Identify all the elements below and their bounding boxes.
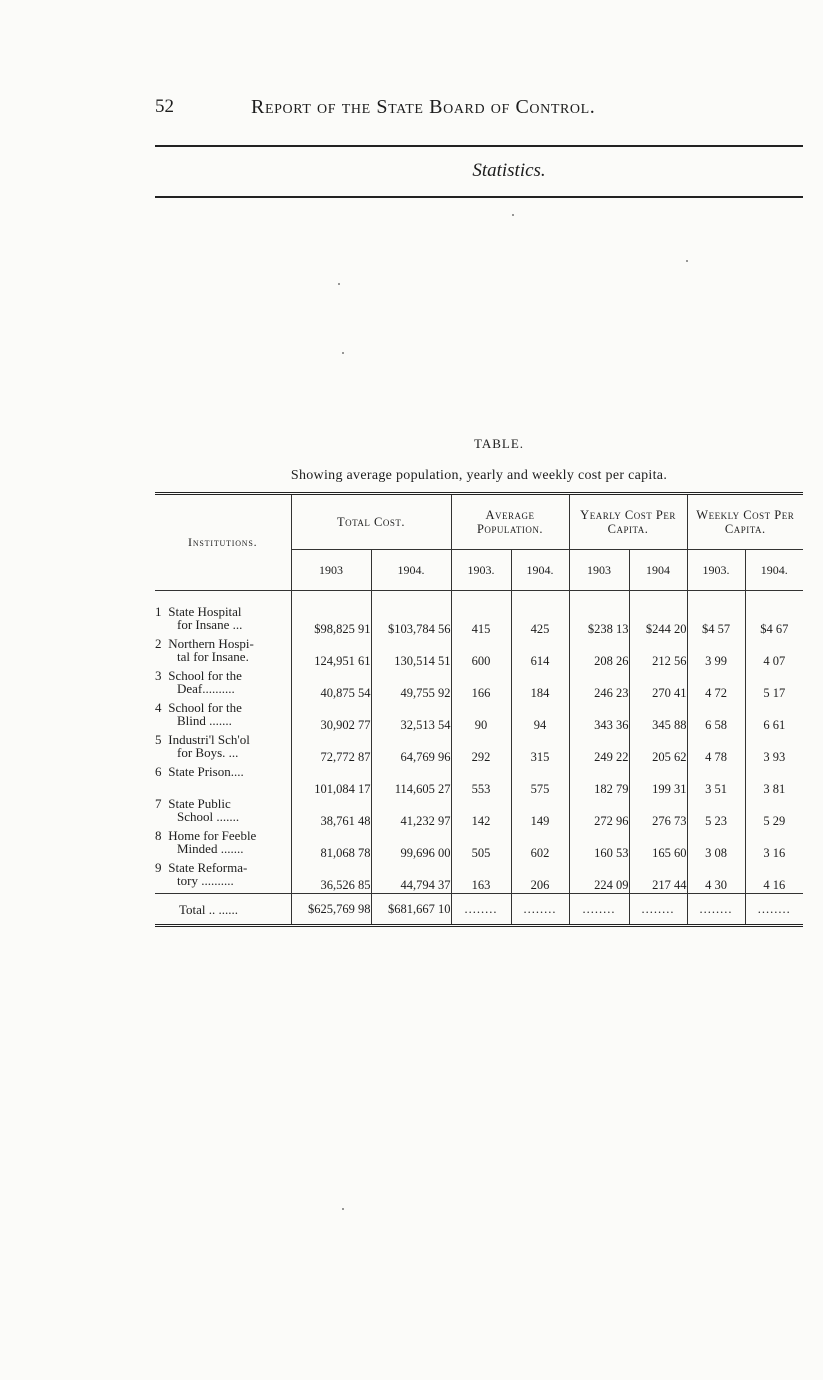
running-head — [155, 96, 803, 124]
table-row — [155, 733, 803, 765]
population-1903: 415 — [451, 605, 511, 637]
population-1904: 315 — [511, 733, 569, 765]
institution-name-line2: tory .......... — [177, 873, 234, 888]
weekly-cost-1903: 3 08 — [687, 829, 745, 861]
scan-speck — [338, 283, 340, 285]
scan-speck — [342, 352, 344, 354]
weekly-cost-1903: 5 23 — [687, 797, 745, 829]
header-institutions: Institutions. — [155, 494, 291, 591]
population-1903: 163 — [451, 861, 511, 894]
institution-name-line2: Deaf.......... — [177, 681, 235, 696]
table-heading: TABLE. — [473, 436, 525, 451]
institution-number: 5 — [155, 732, 162, 747]
yearly-cost-1903: 246 23 — [569, 669, 629, 701]
institution-name-line1: School for the — [168, 668, 242, 683]
yearly-cost-1904: 276 73 — [629, 797, 687, 829]
institution-name-line1: State Reforma- — [168, 860, 248, 875]
population-1904: 206 — [511, 861, 569, 894]
total-cost-1904: $681,667 10 — [371, 894, 451, 926]
year-header: 1904 — [629, 550, 687, 591]
institution-name — [155, 605, 291, 637]
weekly-cost-1903: 4 30 — [687, 861, 745, 894]
header-average-population: Average Population. — [451, 494, 569, 550]
institution-name — [155, 669, 291, 701]
table-row — [155, 605, 803, 637]
spacer-row — [155, 591, 803, 606]
yearly-cost-1903: 160 53 — [569, 829, 629, 861]
cost-1904: 114,605 27 — [371, 765, 451, 797]
total-filler: ........ — [687, 894, 745, 926]
running-title: Report of the State Board of Control. — [251, 96, 596, 118]
population-1903: 142 — [451, 797, 511, 829]
yearly-cost-1904: 205 62 — [629, 733, 687, 765]
institution-name-line2: School ....... — [177, 809, 240, 824]
weekly-cost-1904: 3 93 — [745, 733, 803, 765]
institution-name-line2: for Boys. ... — [177, 745, 239, 760]
total-filler: ........ — [629, 894, 687, 926]
total-filler: ........ — [745, 894, 803, 926]
institution-name-line2: Minded ....... — [177, 841, 244, 856]
cost-1903: 30,902 77 — [291, 701, 371, 733]
institution-name — [155, 701, 291, 733]
population-1904: 425 — [511, 605, 569, 637]
yearly-cost-1903: 249 22 — [569, 733, 629, 765]
institution-name-line1: Northern Hospi- — [168, 636, 254, 651]
weekly-cost-1903: 3 99 — [687, 637, 745, 669]
institution-name-line2: tal for Insane. — [177, 649, 249, 664]
table-row — [155, 637, 803, 669]
yearly-cost-1904: 212 56 — [629, 637, 687, 669]
weekly-cost-1904: 5 17 — [745, 669, 803, 701]
section-title: Statistics. — [472, 160, 546, 181]
institution-name-line2: Blind ....... — [177, 713, 232, 728]
cost-1904: 130,514 51 — [371, 637, 451, 669]
weekly-cost-1904: 6 61 — [745, 701, 803, 733]
table-row — [155, 829, 803, 861]
institution-name-line2: for Insane ... — [177, 617, 243, 632]
year-header: 1904. — [745, 550, 803, 591]
cost-1904: 49,755 92 — [371, 669, 451, 701]
population-1904: 94 — [511, 701, 569, 733]
population-1904: 602 — [511, 829, 569, 861]
scan-speck — [512, 214, 514, 216]
year-header: 1903. — [687, 550, 745, 591]
year-header: 1904. — [371, 550, 451, 591]
total-row — [155, 894, 803, 926]
table-row — [155, 861, 803, 894]
yearly-cost-1904: 217 44 — [629, 861, 687, 894]
year-header: 1904. — [511, 550, 569, 591]
population-1903: 505 — [451, 829, 511, 861]
cost-1903: 81,068 78 — [291, 829, 371, 861]
institution-name-line1: State Prison.... — [168, 764, 244, 779]
header-weekly-cost: Weekly Cost Per Capita. — [687, 494, 803, 550]
scan-speck — [686, 260, 688, 262]
table-row — [155, 701, 803, 733]
cost-1904: 32,513 54 — [371, 701, 451, 733]
weekly-cost-1903: 4 72 — [687, 669, 745, 701]
institution-number: 9 — [155, 860, 162, 875]
yearly-cost-1903: 182 79 — [569, 765, 629, 797]
cost-1903: 124,951 61 — [291, 637, 371, 669]
table-body — [155, 591, 803, 894]
table-row — [155, 765, 803, 797]
yearly-cost-1903: 343 36 — [569, 701, 629, 733]
institution-number: 6 — [155, 764, 162, 779]
cost-1903: 38,761 48 — [291, 797, 371, 829]
section-rule — [155, 196, 803, 198]
population-1903: 166 — [451, 669, 511, 701]
institution-number: 4 — [155, 700, 162, 715]
yearly-cost-1904: 165 60 — [629, 829, 687, 861]
institution-number: 1 — [155, 604, 162, 619]
population-1904: 149 — [511, 797, 569, 829]
header-total-cost: Total Cost. — [291, 494, 451, 550]
cost-1904: 44,794 37 — [371, 861, 451, 894]
institution-name-line1: State Public — [168, 796, 231, 811]
institution-number: 7 — [155, 796, 162, 811]
table-row — [155, 797, 803, 829]
table-row — [155, 669, 803, 701]
institution-name — [155, 861, 291, 894]
population-1903: 600 — [451, 637, 511, 669]
total-filler: ........ — [511, 894, 569, 926]
yearly-cost-1903: 208 26 — [569, 637, 629, 669]
yearly-cost-1904: $244 20 — [629, 605, 687, 637]
institution-name — [155, 733, 291, 765]
institution-name-line1: School for the — [168, 700, 242, 715]
total-filler: ........ — [569, 894, 629, 926]
yearly-cost-1903: $238 13 — [569, 605, 629, 637]
institution-number: 2 — [155, 636, 162, 651]
cost-1903: 101,084 17 — [291, 765, 371, 797]
cost-1904: 99,696 00 — [371, 829, 451, 861]
cost-1903: $98,825 91 — [291, 605, 371, 637]
weekly-cost-1904: 3 81 — [745, 765, 803, 797]
weekly-cost-1903: 3 51 — [687, 765, 745, 797]
institution-number: 8 — [155, 828, 162, 843]
page-number: 52 — [155, 96, 174, 117]
population-1903: 90 — [451, 701, 511, 733]
weekly-cost-1903: 6 58 — [687, 701, 745, 733]
header-yearly-cost: Yearly Cost Per Capita. — [569, 494, 687, 550]
yearly-cost-1904: 270 41 — [629, 669, 687, 701]
year-header: 1903. — [451, 550, 511, 591]
population-1903: 292 — [451, 733, 511, 765]
cost-1904: $103,784 56 — [371, 605, 451, 637]
cost-1903: 40,875 54 — [291, 669, 371, 701]
cost-1903: 36,526 85 — [291, 861, 371, 894]
year-header: 1903 — [569, 550, 629, 591]
population-1904: 575 — [511, 765, 569, 797]
institution-name-line1: Home for Feeble — [168, 828, 257, 843]
weekly-cost-1903: 4 78 — [687, 733, 745, 765]
institution-name — [155, 797, 291, 829]
institution-number: 3 — [155, 668, 162, 683]
cost-1904: 64,769 96 — [371, 733, 451, 765]
yearly-cost-1903: 224 09 — [569, 861, 629, 894]
cost-1904: 41,232 97 — [371, 797, 451, 829]
total-cost-1903: $625,769 98 — [291, 894, 371, 926]
weekly-cost-1904: 4 16 — [745, 861, 803, 894]
population-1904: 184 — [511, 669, 569, 701]
population-1903: 553 — [451, 765, 511, 797]
yearly-cost-1904: 345 88 — [629, 701, 687, 733]
weekly-cost-1904: $4 67 — [745, 605, 803, 637]
weekly-cost-1903: $4 57 — [687, 605, 745, 637]
institution-name-line1: Industri'l Sch'ol — [168, 732, 250, 747]
weekly-cost-1904: 3 16 — [745, 829, 803, 861]
statistics-table — [155, 492, 803, 927]
population-1904: 614 — [511, 637, 569, 669]
total-filler: ........ — [451, 894, 511, 926]
scan-speck — [342, 1208, 344, 1210]
institution-name — [155, 637, 291, 669]
weekly-cost-1904: 4 07 — [745, 637, 803, 669]
table-caption: Showing average population, yearly and weekly cost per capita. — [290, 468, 668, 483]
total-label: Total .. ...... — [155, 894, 291, 926]
weekly-cost-1904: 5 29 — [745, 797, 803, 829]
yearly-cost-1904: 199 31 — [629, 765, 687, 797]
institution-name-line1: State Hospital — [168, 604, 242, 619]
cost-1903: 72,772 87 — [291, 733, 371, 765]
top-rule — [155, 145, 803, 147]
yearly-cost-1903: 272 96 — [569, 797, 629, 829]
institution-name — [155, 829, 291, 861]
statistics-table-wrapper — [155, 492, 803, 927]
institution-name — [155, 765, 291, 797]
year-header: 1903 — [291, 550, 371, 591]
